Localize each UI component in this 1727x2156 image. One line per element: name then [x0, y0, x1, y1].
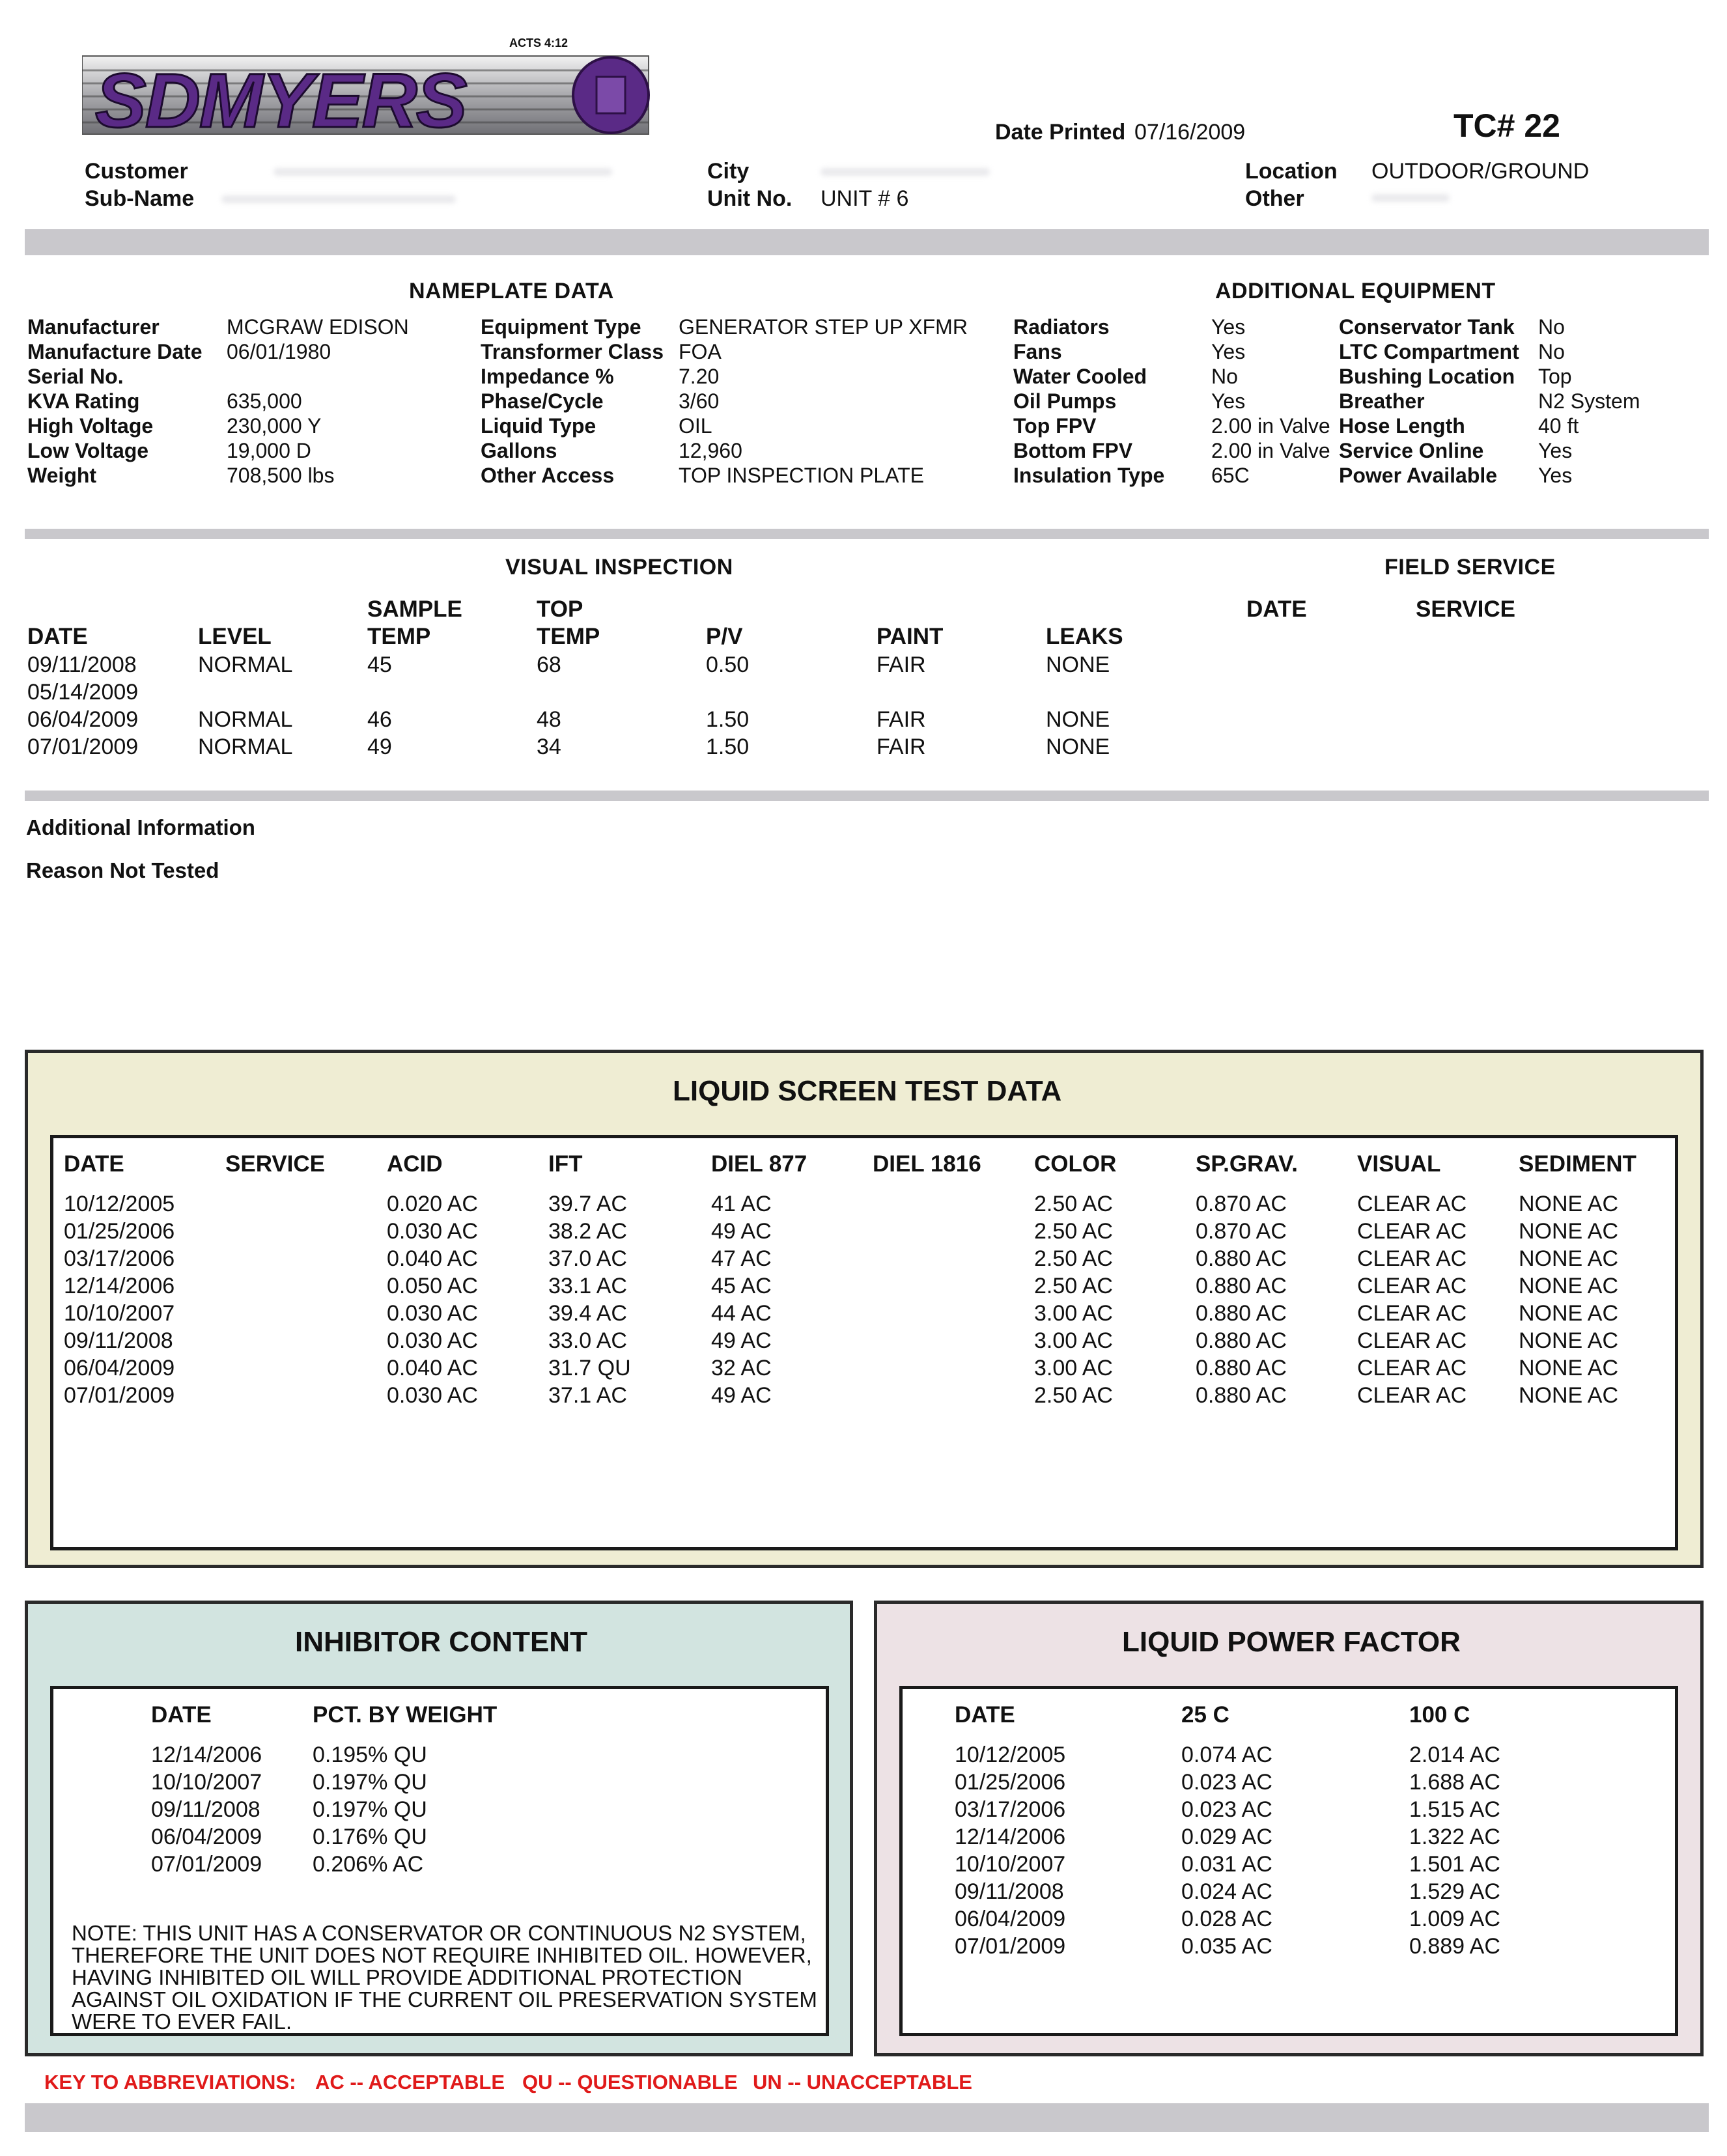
inh-cell: 0.197% QU — [313, 1797, 427, 1822]
ls-cell: CLEAR AC — [1357, 1383, 1467, 1408]
ls-cell: 3.00 AC — [1034, 1328, 1113, 1353]
power-factor-table — [899, 1686, 1678, 2036]
nameplate-label: Liquid Type — [481, 414, 597, 438]
ls-cell: 0.030 AC — [387, 1219, 478, 1244]
ls-cell: 10/10/2007 — [64, 1301, 175, 1326]
pf-cell: 0.024 AC — [1181, 1879, 1272, 1904]
pf-cell: 0.889 AC — [1409, 1934, 1500, 1959]
key-qu: QU -- QUESTIONABLE — [522, 2071, 738, 2093]
nameplate-value: No — [1211, 365, 1238, 388]
key-label: KEY TO ABBREVIATIONS: — [44, 2071, 296, 2093]
section-divider — [25, 2103, 1709, 2132]
nameplate-value: No — [1538, 340, 1565, 363]
ls-cell: 0.870 AC — [1196, 1219, 1287, 1244]
vi-cell-date: 07/01/2009 — [27, 735, 139, 759]
ls-cell: 07/01/2009 — [64, 1383, 175, 1408]
nameplate-label: Oil Pumps — [1013, 389, 1117, 413]
pf-cell: 0.023 AC — [1181, 1770, 1272, 1795]
ls-cell: CLEAR AC — [1357, 1356, 1467, 1380]
ls-cell: 2.50 AC — [1034, 1219, 1113, 1244]
ls-cell: 06/04/2009 — [64, 1356, 175, 1380]
nameplate-value: Yes — [1538, 439, 1573, 462]
power-factor-panel — [874, 1601, 1704, 2056]
pf-cell: 1.501 AC — [1409, 1852, 1500, 1877]
fs-header-service: SERVICE — [1416, 596, 1516, 622]
ls-cell: 0.030 AC — [387, 1328, 478, 1353]
ls-cell: NONE AC — [1519, 1328, 1619, 1353]
nameplate-value: OIL — [679, 414, 712, 438]
ls-cell: 31.7 QU — [548, 1356, 631, 1380]
ls-cell: 0.880 AC — [1196, 1246, 1287, 1271]
vi-cell-leaks: NONE — [1046, 735, 1110, 759]
inhibitor-table — [50, 1686, 829, 2036]
pf-cell: 10/12/2005 — [955, 1743, 1066, 1767]
vi-header-paint: PAINT — [877, 624, 944, 649]
ls-cell: 12/14/2006 — [64, 1274, 175, 1298]
pf-cell: 09/11/2008 — [955, 1879, 1064, 1904]
pf-cell: 0.031 AC — [1181, 1852, 1272, 1877]
ls-cell: 3.00 AC — [1034, 1356, 1113, 1380]
ls-cell: NONE AC — [1519, 1246, 1619, 1271]
ls-cell: 45 AC — [711, 1274, 772, 1298]
inh-cell: 07/01/2009 — [151, 1852, 262, 1877]
nameplate-value: Top — [1538, 365, 1572, 388]
vi-cell-leaks: NONE — [1046, 652, 1110, 677]
vi-cell-pv: 1.50 — [706, 707, 750, 732]
pf-header: 25 C — [1181, 1702, 1229, 1728]
vi-cell-sample: 49 — [367, 735, 392, 759]
ls-cell: 49 AC — [711, 1219, 772, 1244]
vi-header-date: DATE — [27, 624, 88, 649]
pf-cell: 0.035 AC — [1181, 1934, 1272, 1959]
vi-cell-pv: 1.50 — [706, 735, 750, 759]
pf-cell: 0.074 AC — [1181, 1743, 1272, 1767]
ls-cell: 37.0 AC — [548, 1246, 627, 1271]
nameplate-label: Top FPV — [1013, 414, 1097, 438]
vi-cell-level: NORMAL — [198, 707, 293, 732]
ls-cell: 38.2 AC — [548, 1219, 627, 1244]
ls-cell: CLEAR AC — [1357, 1219, 1467, 1244]
pf-cell: 2.014 AC — [1409, 1743, 1500, 1767]
city-redacted — [821, 168, 990, 176]
nameplate-label: High Voltage — [27, 414, 154, 438]
nameplate-label: Manufacturer — [27, 315, 160, 339]
pf-cell: 1.688 AC — [1409, 1770, 1500, 1795]
ls-cell: 3.00 AC — [1034, 1301, 1113, 1326]
nameplate-label: Other Access — [481, 464, 615, 487]
nameplate-value: GENERATOR STEP UP XFMR — [679, 315, 968, 339]
power-factor-title: LIQUID POWER FACTOR — [1122, 1626, 1461, 1658]
customer-redacted — [274, 168, 612, 176]
nameplate-label: Weight — [27, 464, 97, 487]
ls-header: SP.GRAV. — [1196, 1151, 1298, 1177]
ls-cell: 2.50 AC — [1034, 1246, 1113, 1271]
nameplate-label: Hose Length — [1339, 414, 1465, 438]
nameplate-value: N2 System — [1538, 389, 1640, 413]
ls-cell: 0.880 AC — [1196, 1301, 1287, 1326]
vi-cell-pv: 0.50 — [706, 652, 750, 677]
pf-header: 100 C — [1409, 1702, 1470, 1728]
logo — [82, 36, 655, 144]
ls-header: VISUAL — [1357, 1151, 1441, 1177]
nameplate-value: Yes — [1211, 340, 1246, 363]
vi-cell-top: 34 — [537, 735, 561, 759]
vi-cell-paint: FAIR — [877, 652, 926, 677]
liquid-screen-table — [50, 1135, 1678, 1550]
nameplate-value: 708,500 lbs — [227, 464, 335, 487]
unit-no-value: UNIT # 6 — [821, 186, 909, 211]
ls-cell: 32 AC — [711, 1356, 772, 1380]
ls-cell: 0.880 AC — [1196, 1328, 1287, 1353]
date-printed-label: Date Printed — [995, 120, 1126, 145]
vi-cell-paint: FAIR — [877, 707, 926, 732]
pf-header: DATE — [955, 1702, 1015, 1728]
inh-cell: 0.206% AC — [313, 1852, 424, 1877]
vi-cell-level: NORMAL — [198, 652, 293, 677]
nameplate-label: LTC Compartment — [1339, 340, 1519, 363]
nameplate-value: MCGRAW EDISON — [227, 315, 409, 339]
ls-cell: NONE AC — [1519, 1192, 1619, 1216]
vi-header-top-2: TEMP — [537, 624, 600, 649]
nameplate-label: Impedance % — [481, 365, 614, 388]
nameplate-label: Manufacture Date — [27, 340, 203, 363]
nameplate-value: TOP INSPECTION PLATE — [679, 464, 924, 487]
vi-cell-leaks: NONE — [1046, 707, 1110, 732]
nameplate-value: Yes — [1211, 315, 1246, 339]
ls-cell: 09/11/2008 — [64, 1328, 173, 1353]
ls-cell: 44 AC — [711, 1301, 772, 1326]
nameplate-label: Power Available — [1339, 464, 1498, 487]
vi-cell-level: NORMAL — [198, 735, 293, 759]
ls-cell: 01/25/2006 — [64, 1219, 175, 1244]
ls-cell: NONE AC — [1519, 1383, 1619, 1408]
ls-cell: 37.1 AC — [548, 1383, 627, 1408]
ls-header: DIEL 1816 — [873, 1151, 981, 1177]
unit-no-label: Unit No. — [707, 186, 793, 211]
ls-header: SERVICE — [225, 1151, 326, 1177]
pf-cell: 0.029 AC — [1181, 1825, 1272, 1849]
ls-header: SEDIMENT — [1519, 1151, 1636, 1177]
pf-cell: 03/17/2006 — [955, 1797, 1066, 1822]
inh-header: DATE — [151, 1702, 212, 1728]
inh-cell: 09/11/2008 — [151, 1797, 260, 1822]
location-value: OUTDOOR/GROUND — [1371, 159, 1590, 184]
ls-cell: 2.50 AC — [1034, 1274, 1113, 1298]
ls-cell: CLEAR AC — [1357, 1274, 1467, 1298]
section-divider — [25, 229, 1709, 255]
ls-cell: 0.030 AC — [387, 1301, 478, 1326]
pf-cell: 1.322 AC — [1409, 1825, 1500, 1849]
nameplate-label: Breather — [1339, 389, 1425, 413]
ls-cell: 49 AC — [711, 1328, 772, 1353]
nameplate-label: Equipment Type — [481, 315, 641, 339]
pf-cell: 06/04/2009 — [955, 1907, 1066, 1931]
ls-cell: 0.030 AC — [387, 1383, 478, 1408]
location-label: Location — [1245, 159, 1338, 184]
nameplate-label: Bottom FPV — [1013, 439, 1133, 462]
nameplate-value: No — [1538, 315, 1565, 339]
fs-header-date: DATE — [1246, 596, 1307, 622]
nameplate-label: Gallons — [481, 439, 557, 462]
ls-cell: 39.4 AC — [548, 1301, 627, 1326]
ls-cell: NONE AC — [1519, 1219, 1619, 1244]
liquid-screen-panel — [25, 1050, 1704, 1568]
nameplate-label: Water Cooled — [1013, 365, 1147, 388]
ls-cell: 41 AC — [711, 1192, 772, 1216]
ls-cell: 0.870 AC — [1196, 1192, 1287, 1216]
inh-cell: 0.195% QU — [313, 1743, 427, 1767]
ls-cell: 39.7 AC — [548, 1192, 627, 1216]
ls-cell: 0.880 AC — [1196, 1356, 1287, 1380]
nameplate-label: Insulation Type — [1013, 464, 1165, 487]
key-ac: AC -- ACCEPTABLE — [315, 2071, 505, 2093]
inh-cell: 10/10/2007 — [151, 1770, 262, 1795]
inhibitor-panel — [25, 1601, 853, 2056]
nameplate-value: 65C — [1211, 464, 1250, 487]
ls-cell: 0.020 AC — [387, 1192, 478, 1216]
nameplate-label: KVA Rating — [27, 389, 140, 413]
ls-cell: 0.880 AC — [1196, 1383, 1287, 1408]
ls-header: DATE — [64, 1151, 124, 1177]
pf-cell: 1.009 AC — [1409, 1907, 1500, 1931]
nameplate-value: 230,000 Y — [227, 414, 322, 438]
pf-cell: 10/10/2007 — [955, 1852, 1066, 1877]
vi-cell-sample: 45 — [367, 652, 392, 677]
vi-header-leaks: LEAKS — [1046, 624, 1123, 649]
ls-cell: 0.040 AC — [387, 1356, 478, 1380]
ls-cell: 10/12/2005 — [64, 1192, 175, 1216]
nameplate-value: 3/60 — [679, 389, 720, 413]
city-label: City — [707, 159, 750, 184]
vi-header-level: LEVEL — [198, 624, 272, 649]
customer-label: Customer — [85, 159, 188, 184]
nameplate-label: Transformer Class — [481, 340, 664, 363]
ls-cell: 49 AC — [711, 1383, 772, 1408]
ls-cell: 0.040 AC — [387, 1246, 478, 1271]
vi-cell-date: 09/11/2008 — [27, 652, 137, 677]
key-un: UN -- UNACCEPTABLE — [753, 2071, 972, 2093]
nameplate-label: Conservator Tank — [1339, 315, 1515, 339]
ls-cell: 03/17/2006 — [64, 1246, 175, 1271]
nameplate-value: 06/01/1980 — [227, 340, 331, 363]
vi-cell-top: 68 — [537, 652, 561, 677]
other-redacted — [1371, 194, 1450, 202]
ls-cell: 33.0 AC — [548, 1328, 627, 1353]
visual-inspection-title: VISUAL INSPECTION — [505, 555, 733, 580]
inh-cell: 12/14/2006 — [151, 1743, 262, 1767]
sub-name-label: Sub-Name — [85, 186, 195, 211]
inh-cell: 0.197% QU — [313, 1770, 427, 1795]
nameplate-value: Yes — [1538, 464, 1573, 487]
ls-cell: 0.880 AC — [1196, 1274, 1287, 1298]
reason-not-tested-label: Reason Not Tested — [26, 858, 219, 882]
ls-cell: NONE AC — [1519, 1356, 1619, 1380]
pf-cell: 01/25/2006 — [955, 1770, 1066, 1795]
nameplate-label: Serial No. — [27, 365, 124, 388]
section-divider — [25, 529, 1709, 539]
nameplate-value: 40 ft — [1538, 414, 1579, 438]
vi-cell-sample: 46 — [367, 707, 392, 732]
ls-header: COLOR — [1034, 1151, 1117, 1177]
vi-header-sample-2: TEMP — [367, 624, 431, 649]
pf-cell: 1.529 AC — [1409, 1879, 1500, 1904]
ls-cell: 47 AC — [711, 1246, 772, 1271]
nameplate-label: Phase/Cycle — [481, 389, 604, 413]
nameplate-value: 19,000 D — [227, 439, 311, 462]
logo-tagline: ACTS 4:12 — [509, 36, 569, 49]
inh-header: PCT. BY WEIGHT — [313, 1702, 498, 1728]
nameplate-value: 2.00 in Valve — [1211, 414, 1330, 438]
ls-header: DIEL 877 — [711, 1151, 807, 1177]
pf-cell: 07/01/2009 — [955, 1934, 1066, 1959]
pf-cell: 0.028 AC — [1181, 1907, 1272, 1931]
nameplate-value: 2.00 in Valve — [1211, 439, 1330, 462]
tc-number: TC# 22 — [1453, 107, 1560, 144]
ls-cell: CLEAR AC — [1357, 1192, 1467, 1216]
ls-cell: 33.1 AC — [548, 1274, 627, 1298]
nameplate-title: NAMEPLATE DATA — [409, 279, 614, 303]
pf-cell: 12/14/2006 — [955, 1825, 1066, 1849]
vi-header-pv: P/V — [706, 624, 743, 649]
pf-cell: 0.023 AC — [1181, 1797, 1272, 1822]
logo-text: SDMYERS — [95, 58, 466, 144]
ls-cell: CLEAR AC — [1357, 1246, 1467, 1271]
additional-equipment-title: ADDITIONAL EQUIPMENT — [1215, 279, 1496, 303]
ls-cell: NONE AC — [1519, 1301, 1619, 1326]
date-printed-value: 07/16/2009 — [1134, 120, 1246, 145]
inhibitor-title: INHIBITOR CONTENT — [295, 1626, 587, 1658]
inh-cell: 06/04/2009 — [151, 1825, 262, 1849]
vi-cell-date: 06/04/2009 — [27, 707, 139, 732]
nameplate-label: Service Online — [1339, 439, 1484, 462]
ls-cell: NONE AC — [1519, 1274, 1619, 1298]
ls-cell: 2.50 AC — [1034, 1192, 1113, 1216]
section-divider — [25, 791, 1709, 801]
field-service-title: FIELD SERVICE — [1384, 555, 1556, 580]
nameplate-label: Fans — [1013, 340, 1062, 363]
inh-cell: 0.176% QU — [313, 1825, 427, 1849]
additional-information-label: Additional Information — [26, 815, 255, 839]
vi-header-top-1: TOP — [537, 596, 583, 622]
nameplate-value: 635,000 — [227, 389, 302, 413]
nameplate-value: Yes — [1211, 389, 1246, 413]
ls-header: IFT — [548, 1151, 583, 1177]
nameplate-label: Bushing Location — [1339, 365, 1515, 388]
nameplate-value: 12,960 — [679, 439, 742, 462]
sub-name-redacted — [221, 195, 456, 203]
vi-header-sample-1: SAMPLE — [367, 596, 462, 622]
vi-cell-top: 48 — [537, 707, 561, 732]
ls-cell: CLEAR AC — [1357, 1328, 1467, 1353]
vi-cell-date: 05/14/2009 — [27, 680, 139, 705]
pf-cell: 1.515 AC — [1409, 1797, 1500, 1822]
nameplate-value: 7.20 — [679, 365, 720, 388]
ls-header: ACID — [387, 1151, 443, 1177]
other-label: Other — [1245, 186, 1304, 211]
ls-cell: CLEAR AC — [1357, 1301, 1467, 1326]
inhibitor-note: NOTE: THIS UNIT HAS A CONSERVATOR OR CONTINUOUS N2 SYSTEM, THEREFORE THE UNIT DOES NOT REQUIRE INHIBITED OIL. HOWEVER, HAVING INHIBITED OIL WILL PROVIDE ADDITIONAL PROTECTION AGAINST OIL OXIDATION IF THE CURRENT OIL PRESERVATION SYSTEM WERE TO EVER FAIL. — [72, 1921, 817, 2034]
nameplate-label: Radiators — [1013, 315, 1110, 339]
nameplate-value: FOA — [679, 340, 722, 363]
nameplate-label: Low Voltage — [27, 439, 149, 462]
liquid-screen-title: LIQUID SCREEN TEST DATA — [673, 1075, 1062, 1107]
vi-cell-paint: FAIR — [877, 735, 926, 759]
ls-cell: 0.050 AC — [387, 1274, 478, 1298]
ls-cell: 2.50 AC — [1034, 1383, 1113, 1408]
